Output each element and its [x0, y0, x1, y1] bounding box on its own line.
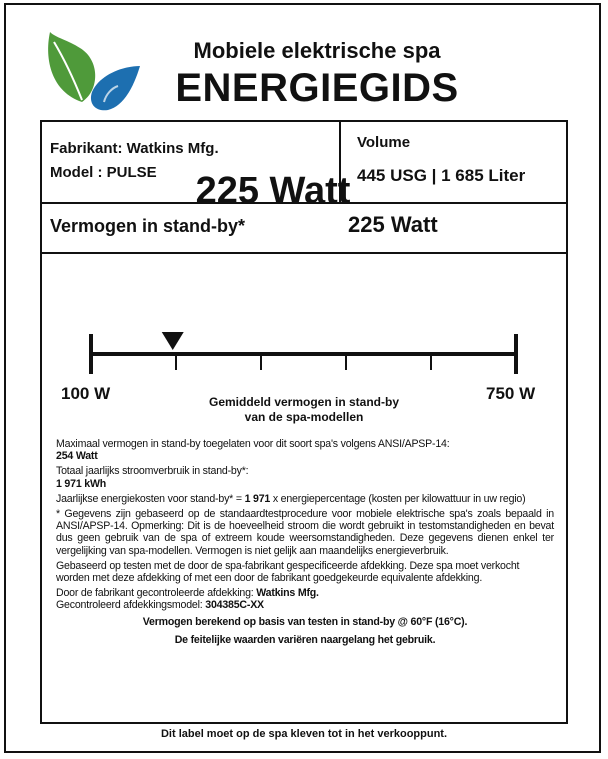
annual-consumption-note: Totaal jaarlijks stroomverbruik in stand-by*: 1 971 kWh — [56, 465, 249, 490]
calc-line: Vermogen berekend op basis van testen in stand-by @ 60°F (16°C). — [142, 615, 468, 628]
scale-marker — [162, 332, 184, 350]
scale-min-label: 100 W — [61, 384, 111, 403]
cover-model: Gecontroleerd afdekkingsmodel: 304385C-XX — [56, 599, 264, 612]
label-title: ENERGIEGIDS — [175, 66, 459, 110]
scale-caption: Gemiddeld vermogen in stand-by van de spa-modellen — [208, 395, 400, 424]
volume-label: Volume — [357, 134, 411, 151]
standby-scale — [0, 324, 524, 384]
volume-value: 445 USG | 1 685 Liter — [357, 166, 526, 185]
actual-line: De feitelijke waarden variëren naargelang het gebruik. — [174, 633, 436, 646]
footnote: * Gegevens zijn gebaseerd op de standaardtestprocedure voor mobiele elektrische spa's zoals bepaald in ANSI/APSP-14. Opmerking: Dit is de hoeveelheid stroom die wordt gebruikt in testomstandigheden en bevat dus geen gebruik van de spa of extreem koude weersomstandigheden. Deze gegevens dienen enkel ter vergelijking van spa-modellen. Vermogen is niet gelijk aan maandelijks energieverbruik. — [56, 508, 554, 557]
standby-label: Vermogen in stand-by* — [50, 216, 246, 236]
cover-manufacturer: Door de fabrikant gecontroleerde afdekking: Watkins Mfg. — [56, 587, 319, 600]
scale-max-label: 750 W — [486, 384, 536, 403]
standby-value: 225 Watt — [348, 212, 438, 237]
model: Model : PULSE — [50, 164, 157, 181]
cover-note: Gebaseerd op testen met de door de spa-fabrikant gespecificeerde afdekking. Deze spa moet verkocht worden met deze afdekking of met een door de fabrikant goedgekeurde equivalente afdekking. — [56, 559, 520, 585]
scale-value: 225 Watt — [195, 170, 351, 212]
max-standby-note: Maximaal vermogen in stand-by toegelaten voor dit soort spa's volgens ANSI/APSP-14: 254 Watt — [56, 438, 450, 463]
label-subtitle: Mobiele elektrische spa — [193, 38, 441, 63]
annual-cost-note: Jaarlijkse energiekosten voor stand-by* = 1 971 x energiepercentage (kosten per kilowattuur in uw regio) — [56, 492, 526, 505]
manufacturer: Fabrikant: Watkins Mfg. — [50, 140, 219, 157]
label-footer: Dit label moet op de spa kleven tot in het verkooppunt. — [160, 728, 448, 740]
label-notes — [56, 438, 554, 649]
